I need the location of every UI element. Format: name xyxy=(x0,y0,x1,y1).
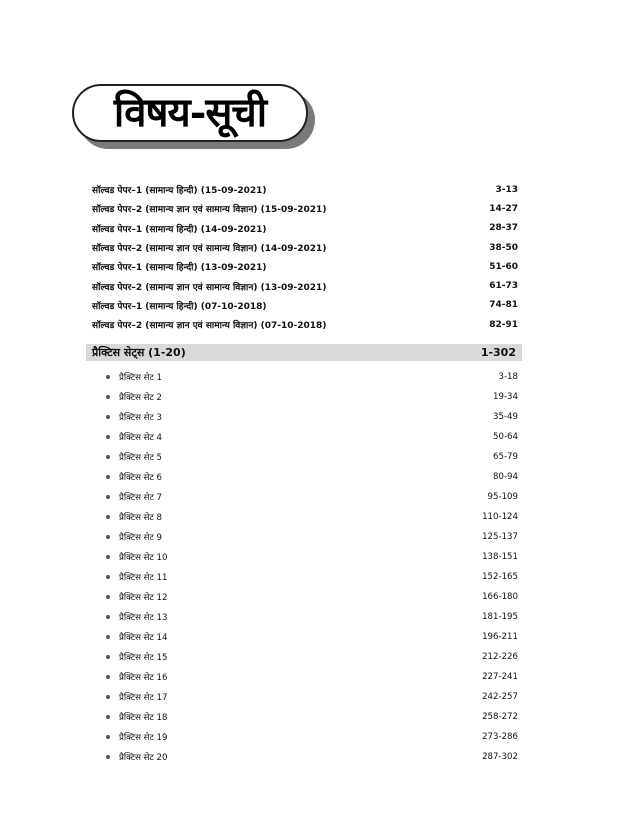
practice-set-entry[interactable] xyxy=(106,567,518,587)
page-title: विषय-सूची xyxy=(113,89,267,136)
practice-set-entry[interactable] xyxy=(106,527,518,547)
practice-set-pages: 3-18 xyxy=(498,372,518,382)
practice-set-pages: 227-241 xyxy=(482,672,518,682)
practice-set-pages: 258-272 xyxy=(482,712,518,722)
practice-set-pages: 166-180 xyxy=(482,592,518,602)
practice-set-label: प्रैक्टिस सेट 2 xyxy=(119,393,163,403)
toc-entry-label: सॉल्वड पेपर–2 (सामान्य ज्ञान एवं सामान्य विज्ञान) (13-09-2021) xyxy=(92,282,327,293)
practice-set-entry[interactable] xyxy=(106,687,518,707)
practice-set-entry[interactable] xyxy=(106,727,518,747)
bullet-icon xyxy=(106,755,110,759)
toc-entry-label: सॉल्वड पेपर–1 (सामान्य हिन्दी) (14-09-2021) xyxy=(92,224,267,235)
practice-set-entry[interactable] xyxy=(106,367,518,387)
bullet-icon xyxy=(106,535,110,539)
toc-entry-pages: 51-60 xyxy=(489,261,518,272)
practice-set-label: प्रैक्टिस सेट 18 xyxy=(119,713,168,723)
practice-set-entry[interactable] xyxy=(106,607,518,627)
practice-set-label: प्रैक्टिस सेट 6 xyxy=(119,473,163,483)
practice-set-label: प्रैक्टिस सेट 11 xyxy=(119,573,168,583)
practice-set-label: प्रैक्टिस सेट 3 xyxy=(119,413,163,423)
practice-set-entry[interactable] xyxy=(106,447,518,467)
practice-set-entry[interactable] xyxy=(106,647,518,667)
bullet-icon xyxy=(106,695,110,699)
toc-entry[interactable] xyxy=(92,276,518,295)
practice-set-label: प्रैक्टिस सेट 14 xyxy=(119,633,168,643)
bullet-icon xyxy=(106,575,110,579)
bullet-icon xyxy=(106,415,110,419)
bullet-icon xyxy=(106,375,110,379)
bullet-icon xyxy=(106,595,110,599)
practice-set-pages: 19-34 xyxy=(493,392,518,402)
practice-set-pages: 152-165 xyxy=(482,572,518,582)
practice-set-label: प्रैक्टिस सेट 5 xyxy=(119,453,163,463)
practice-set-entry[interactable] xyxy=(106,547,518,567)
practice-set-pages: 35-49 xyxy=(493,412,518,422)
practice-set-entry[interactable] xyxy=(106,427,518,447)
toc-entry-label: सॉल्वड पेपर–2 (सामान्य ज्ञान एवं सामान्य विज्ञान) (15-09-2021) xyxy=(92,205,327,216)
practice-set-label: प्रैक्टिस सेट 16 xyxy=(119,673,168,683)
toc-entry-pages: 28-37 xyxy=(489,223,518,234)
practice-set-pages: 80-94 xyxy=(493,472,518,482)
practice-section-pages: 1-302 xyxy=(480,346,516,359)
practice-set-label: प्रैक्टिस सेट 15 xyxy=(119,653,168,663)
bullet-icon xyxy=(106,555,110,559)
bullet-icon xyxy=(106,495,110,499)
practice-set-label: प्रैक्टिस सेट 19 xyxy=(119,733,168,743)
practice-set-label: प्रैक्टिस सेट 13 xyxy=(119,613,168,623)
practice-sets-list xyxy=(106,367,518,767)
bullet-icon xyxy=(106,475,110,479)
practice-set-pages: 212-226 xyxy=(482,652,518,662)
practice-set-entry[interactable] xyxy=(106,587,518,607)
toc-entry[interactable] xyxy=(92,219,518,238)
bullet-icon xyxy=(106,435,110,439)
practice-set-pages: 196-211 xyxy=(482,632,518,642)
bullet-icon xyxy=(106,735,110,739)
practice-set-entry[interactable] xyxy=(106,507,518,527)
practice-section-label: प्रैक्टिस सेट्स (1-20) xyxy=(92,346,186,359)
practice-set-pages: 287-302 xyxy=(482,752,518,762)
toc-entry-pages: 14-27 xyxy=(489,203,518,214)
bullet-icon xyxy=(106,395,110,399)
page-title-banner xyxy=(72,84,316,150)
practice-set-entry[interactable] xyxy=(106,667,518,687)
toc-entry[interactable] xyxy=(92,315,518,334)
toc-entry-pages: 74-81 xyxy=(489,300,518,311)
bullet-icon xyxy=(106,655,110,659)
practice-set-pages: 181-195 xyxy=(482,612,518,622)
practice-set-pages: 110-124 xyxy=(482,512,518,522)
practice-set-label: प्रैक्टिस सेट 20 xyxy=(119,753,168,763)
practice-set-entry[interactable] xyxy=(106,487,518,507)
toc-entry-label: सॉल्वड पेपर–2 (सामान्य ज्ञान एवं सामान्य विज्ञान) (14-09-2021) xyxy=(92,244,327,255)
practice-set-label: प्रैक्टिस सेट 4 xyxy=(119,433,163,443)
practice-set-pages: 65-79 xyxy=(493,452,518,462)
practice-set-label: प्रैक्टिस सेट 9 xyxy=(119,533,163,543)
bullet-icon xyxy=(106,455,110,459)
practice-set-entry[interactable] xyxy=(106,627,518,647)
practice-set-label: प्रैक्टिस सेट 10 xyxy=(119,553,168,563)
toc-entry[interactable] xyxy=(92,257,518,276)
toc-entry-label: सॉल्वड पेपर–1 (सामान्य हिन्दी) (07-10-2018) xyxy=(92,301,267,312)
practice-set-label: प्रैक्टिस सेट 12 xyxy=(119,593,168,603)
bullet-icon xyxy=(106,675,110,679)
practice-set-entry[interactable] xyxy=(106,387,518,407)
practice-set-label: प्रैक्टिस सेट 8 xyxy=(119,513,163,523)
practice-set-pages: 242-257 xyxy=(482,692,518,702)
toc-entry-pages: 38-50 xyxy=(489,242,518,253)
bullet-icon xyxy=(106,715,110,719)
practice-set-pages: 138-151 xyxy=(482,552,518,562)
practice-set-label: प्रैक्टिस सेट 17 xyxy=(119,693,168,703)
toc-entry[interactable] xyxy=(92,296,518,315)
toc-entry-label: सॉल्वड पेपर–1 (सामान्य हिन्दी) (13-09-2021) xyxy=(92,263,267,274)
toc-entry-pages: 3-13 xyxy=(495,184,518,195)
bullet-icon xyxy=(106,635,110,639)
practice-set-entry[interactable] xyxy=(106,747,518,767)
practice-set-pages: 273-286 xyxy=(482,732,518,742)
practice-set-label: प्रैक्टिस सेट 7 xyxy=(119,493,163,503)
practice-set-pages: 125-137 xyxy=(482,532,518,542)
practice-set-entry[interactable] xyxy=(106,467,518,487)
practice-set-entry[interactable] xyxy=(106,707,518,727)
bullet-icon xyxy=(106,515,110,519)
practice-set-label: प्रैक्टिस सेट 1 xyxy=(119,373,163,383)
toc-entry[interactable] xyxy=(92,238,518,257)
toc-entry-pages: 61-73 xyxy=(489,281,518,292)
practice-set-pages: 95-109 xyxy=(487,492,518,502)
solved-papers-list xyxy=(92,180,518,334)
toc-entry-pages: 82-91 xyxy=(489,319,518,330)
bullet-icon xyxy=(106,615,110,619)
toc-entry-label: सॉल्वड पेपर–1 (सामान्य हिन्दी) (15-09-2021) xyxy=(92,186,267,197)
toc-entry-label: सॉल्वड पेपर–2 (सामान्य ज्ञान एवं सामान्य विज्ञान) (07-10-2018) xyxy=(92,321,327,332)
practice-set-entry[interactable] xyxy=(106,407,518,427)
title-banner-box xyxy=(72,84,308,142)
toc-entry[interactable] xyxy=(92,199,518,218)
toc-entry[interactable] xyxy=(92,180,518,199)
practice-section-header[interactable] xyxy=(86,344,522,361)
practice-set-pages: 50-64 xyxy=(493,432,518,442)
